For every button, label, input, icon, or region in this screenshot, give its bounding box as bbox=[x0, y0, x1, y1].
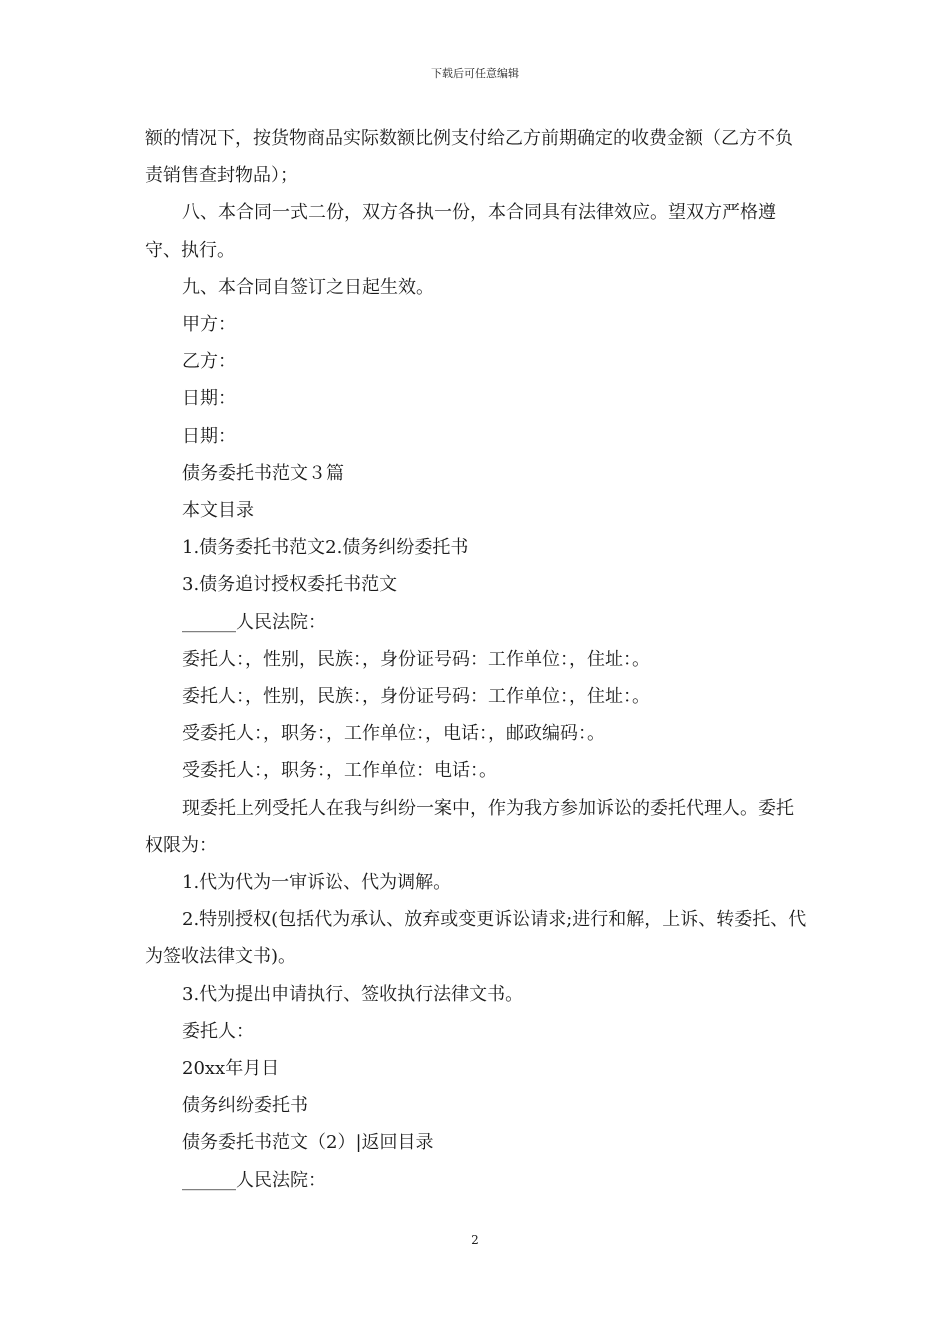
section-title: 债务纠纷委托书 bbox=[182, 1095, 308, 1117]
paragraph: 八、本合同一式二份，双方各执一份，本合同具有法律效应。望双方严格遵守、执行。 bbox=[145, 202, 776, 261]
paragraph: 现委托上列受托人在我与纠纷一案中，作为我方参加诉讼的委托代理人。委托权限为： bbox=[145, 797, 794, 856]
document-body bbox=[145, 120, 810, 1199]
toc-item: 1.债务委托书范文2.债务纠纷委托书 bbox=[182, 537, 469, 559]
authority-item: 3.代为提出申请执行、签收执行法律文书。 bbox=[182, 983, 524, 1005]
paragraph: 九、本合同自签订之日起生效。 bbox=[182, 276, 434, 298]
date-line: 日期： bbox=[182, 388, 236, 410]
agent-line: 受委托人：，职务：，工作单位：电话：。 bbox=[182, 760, 497, 782]
principal-line: 委托人：，性别，民族：，身份证号码：工作单位：，住址：。 bbox=[182, 686, 650, 708]
date-line: 20xx年月日 bbox=[182, 1058, 280, 1080]
section-title: 债务委托书范文３篇 bbox=[182, 462, 344, 484]
page-header: 下载后可任意编辑 bbox=[431, 67, 519, 80]
authority-item: 1.代为代为一审诉讼、代为调解。 bbox=[182, 872, 452, 894]
page-number: 2 bbox=[471, 1233, 479, 1247]
principal-line: 委托人：，性别，民族：，身份证号码：工作单位：，住址：。 bbox=[182, 648, 650, 670]
agent-line: 受委托人：，职务：，工作单位：，电话：，邮政编码：。 bbox=[182, 723, 605, 745]
paragraph: 额的情况下，按货物商品实际数额比例支付给乙方前期确定的收费金额（乙方不负责销售查封物品）； bbox=[145, 128, 793, 187]
authority-item: 2.特别授权(包括代为承认、放弃或变更诉讼请求;进行和解，上诉、转委托、代为签收法律文书)。 bbox=[145, 909, 807, 968]
section-title: 债务委托书范文（2）|返回目录 bbox=[182, 1132, 434, 1154]
court-line: ______人民法院： bbox=[182, 1169, 326, 1191]
toc-item: 3.债务追讨授权委托书范文 bbox=[182, 574, 398, 596]
toc-heading: 本文目录 bbox=[182, 500, 254, 522]
party-a-line: 甲方： bbox=[182, 314, 236, 336]
signature-line: 委托人： bbox=[182, 1020, 254, 1042]
party-b-line: 乙方： bbox=[182, 351, 236, 373]
court-line: ______人民法院： bbox=[182, 611, 326, 633]
date-line: 日期： bbox=[182, 425, 236, 447]
